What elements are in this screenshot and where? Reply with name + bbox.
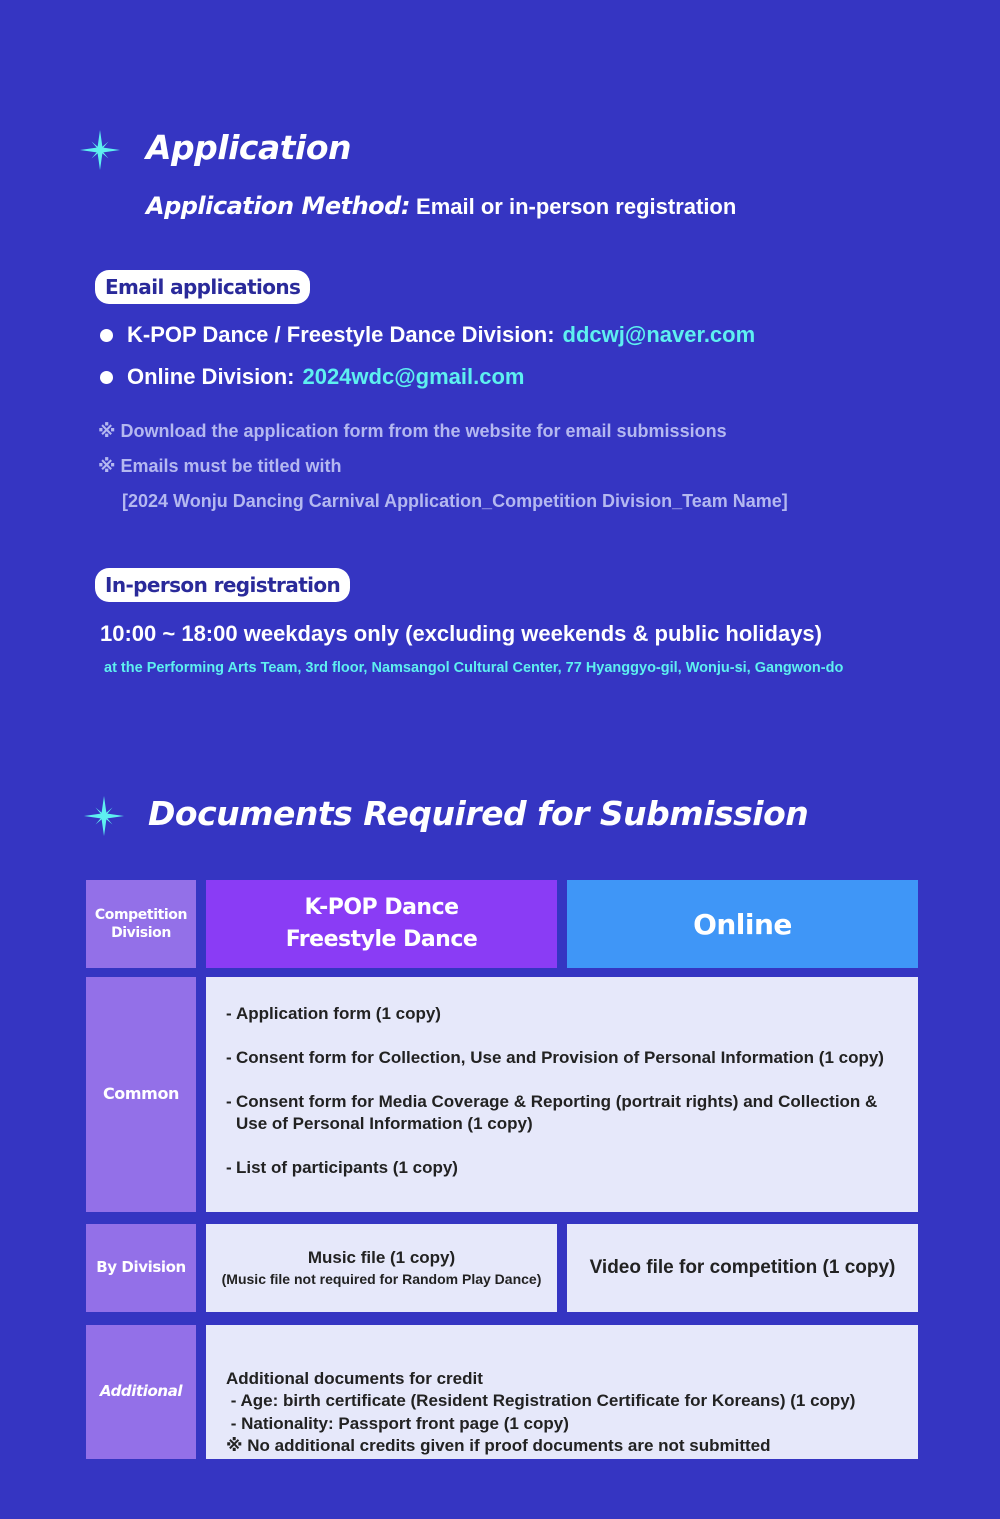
- video-file-cell: [567, 1224, 918, 1312]
- common-item-text: Application form (1 copy): [236, 1004, 441, 1023]
- label-competition-division: Competition Division: [86, 880, 196, 968]
- music-file: Music file (1 copy): [307, 1248, 456, 1267]
- common-item-text: List of participants (1 copy): [236, 1158, 458, 1177]
- head-freestyle: Freestyle Dance: [285, 927, 478, 952]
- head-online: Online: [567, 880, 918, 968]
- application-method: [146, 192, 736, 220]
- method-label: Application Method:: [146, 192, 410, 220]
- note-title: ※ Emails must be titled with: [98, 456, 342, 476]
- common-item: - List of participants (1 copy): [226, 1158, 458, 1177]
- email-item-kpop: [100, 322, 755, 348]
- sparkle-icon: [78, 128, 122, 172]
- music-file-note: (Music file not required for Random Play Dance): [221, 1271, 542, 1287]
- common-item: - Consent form for Collection, Use and Provision of Personal Information (1 copy): [226, 1048, 884, 1067]
- bullet-dot: [100, 329, 113, 342]
- head-kpop: K-POP Dance: [304, 895, 459, 920]
- email-link-kpop[interactable]: ddcwj@naver.com: [562, 322, 756, 347]
- email-item-online: [100, 364, 524, 390]
- additional-line: - Nationality: Passport front page (1 copy): [226, 1413, 569, 1433]
- common-item-text: Consent form for Collection, Use and Provision of Personal Information (1 copy): [236, 1048, 884, 1067]
- registration-hours: 10:00 ~ 18:00 weekdays only (excluding weekends & public holidays): [100, 621, 822, 646]
- sparkle-icon: [82, 794, 126, 838]
- additional-documents: [206, 1325, 918, 1459]
- email-applications-pill: Email applications: [95, 270, 310, 304]
- note-download: ※ Download the application form from the website for email submissions: [98, 421, 727, 441]
- head-kpop-freestyle: [206, 880, 557, 968]
- email-item-label: K-POP Dance / Freestyle Dance Division:: [127, 322, 555, 347]
- method-value: Email or in-person registration: [409, 194, 737, 219]
- additional-line: ※ No additional credits given if proof documents are not submitted: [226, 1436, 771, 1455]
- email-item-label: Online Division:: [127, 364, 295, 389]
- note-title-format: [2024 Wonju Dancing Carnival Application_Competition Division_Team Name]: [122, 491, 788, 511]
- common-documents: [206, 977, 918, 1212]
- additional-line: - Age: birth certificate (Resident Registration Certificate for Koreans) (1 copy): [226, 1391, 856, 1410]
- video-file: Video file for competition (1 copy): [589, 1257, 896, 1278]
- label-by-division: By Division: [86, 1224, 196, 1312]
- common-item-text: Consent form for Media Coverage & Reporting (portrait rights) and Collection & Use of Personal Information (1 copy): [236, 1092, 878, 1133]
- label-additional: Additional: [86, 1325, 196, 1459]
- registration-address: at the Performing Arts Team, 3rd floor, Namsangol Cultural Center, 77 Hyanggyo-gil, Wonju-si, Gangwon-do: [104, 660, 844, 676]
- common-item: - Consent form for Media Coverage & Reporting (portrait rights) and Collection & Use of Personal Information (1 copy): [226, 1091, 918, 1135]
- documents-title: Documents Required for Submission: [148, 794, 809, 833]
- email-link-online[interactable]: 2024wdc@gmail.com: [302, 364, 525, 389]
- label-common: Common: [86, 977, 196, 1212]
- in-person-pill: In-person registration: [95, 568, 350, 602]
- bullet-dot: [100, 371, 113, 384]
- common-item: - Application form (1 copy): [226, 1004, 441, 1023]
- application-title: Application: [146, 128, 351, 167]
- additional-line: Additional documents for credit: [226, 1368, 483, 1388]
- music-file-cell: [206, 1224, 557, 1312]
